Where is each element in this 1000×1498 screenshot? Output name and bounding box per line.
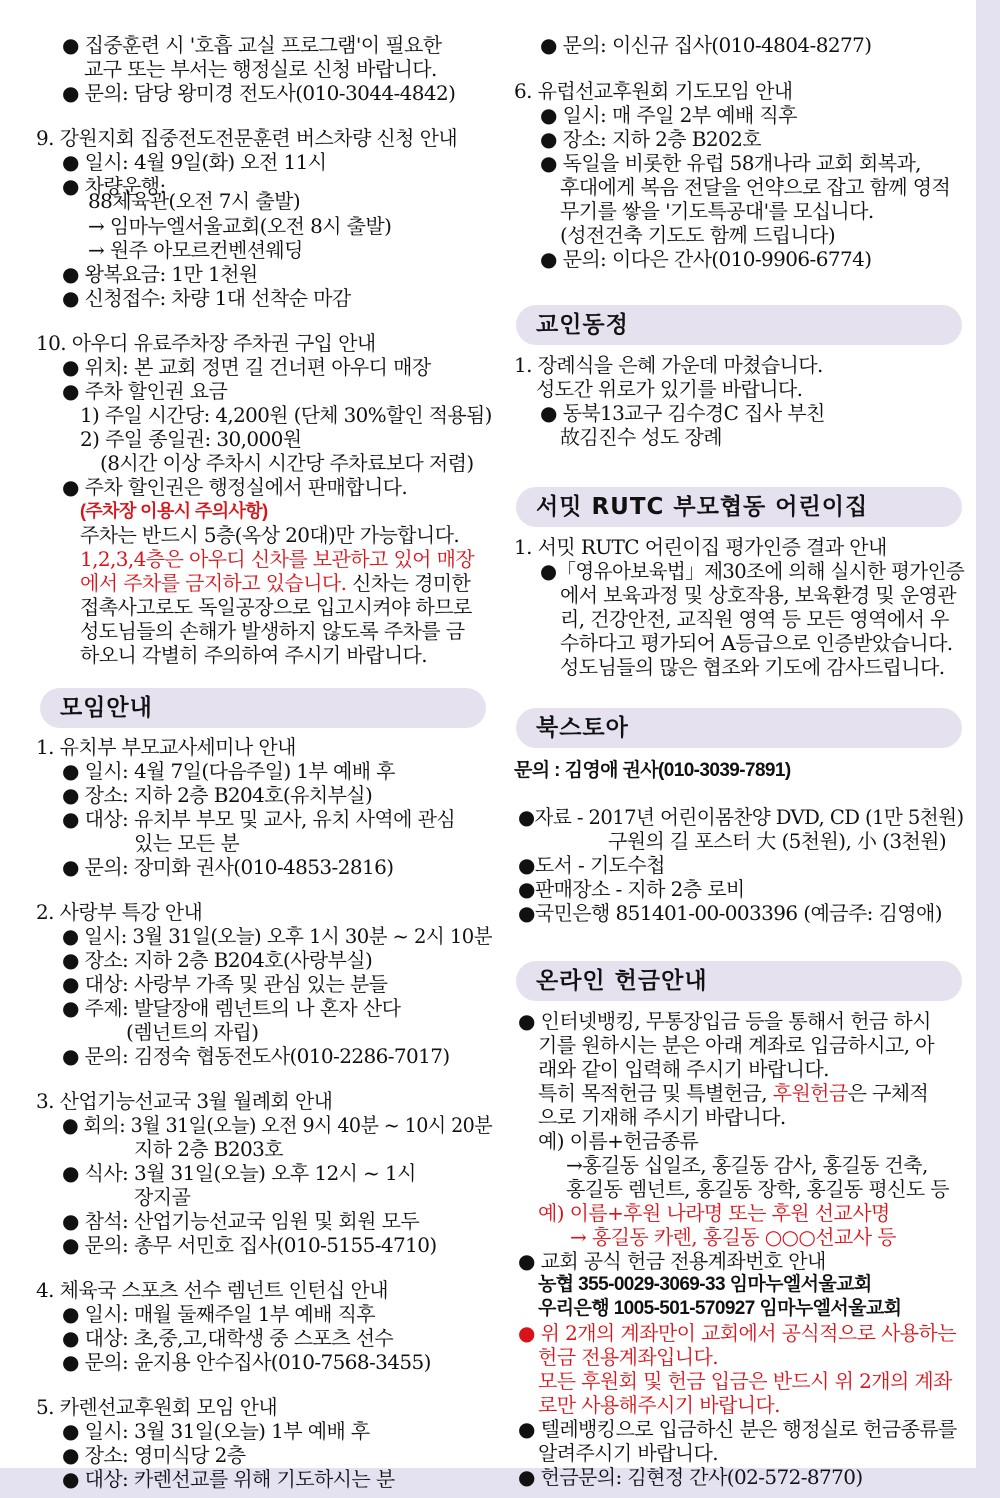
- text-line: ● 장소: 지하 2층 B204호(사랑부실): [62, 948, 373, 972]
- text-line: ● 문의: 이신규 집사(010-4804-8277): [540, 33, 872, 57]
- text-line: ● 주차 할인권 요금: [62, 379, 228, 403]
- text-line: 래와 같이 입력해 주시기 바랍니다.: [538, 1057, 829, 1081]
- text-line: ● 헌금문의: 김현정 간사(02-572-8770): [518, 1465, 863, 1489]
- section-header-online-offering: [516, 961, 962, 1001]
- text-line: ● 왕복요금: 1만 1천원: [62, 262, 258, 286]
- notice-title: 10. 아우디 유료주차장 주차권 구입 안내: [36, 331, 376, 355]
- text-span: 특히 목적헌금 및 특별헌금,: [538, 1081, 773, 1105]
- section-header-news: [516, 305, 962, 345]
- text-line: ● 문의: 총무 서민호 집사(010-5155-4710): [62, 1233, 437, 1257]
- notice-title: 1. 유치부 부모교사세미나 안내: [36, 735, 296, 759]
- text-line: 故김진수 성도 장례: [560, 425, 722, 449]
- text-line: ●「영유아보육법」제30조에 의해 실시한 평가인증: [540, 559, 965, 583]
- text-line: (8시간 이상 주차시 시간당 주차료보다 저렴): [100, 451, 474, 475]
- text-span: 은 구체적: [847, 1081, 929, 1105]
- text-line: 1. 서밋 RUTC 어린이집 평가인증 결과 안내: [514, 535, 887, 559]
- text-line: ●국민은행 851401-00-003396 (예금주: 김영애): [518, 901, 942, 925]
- notice-title: 3. 산업기능선교국 3월 월례회 안내: [36, 1089, 333, 1113]
- text-line: ●판매장소 - 지하 2층 로비: [518, 877, 745, 901]
- section-header-label: 모임안내: [60, 695, 153, 721]
- text-line: ● 문의: 장미화 권사(010-4853-2816): [62, 855, 394, 879]
- text-line: ● 일시: 매월 둘째주일 1부 예배 직후: [62, 1302, 376, 1326]
- text-line: ● 일시: 3월 31일(오늘) 오후 1시 30분 ~ 2시 10분: [62, 924, 492, 948]
- red-text-line: → 홍길동 카렌, 홍길동 ○○○선교사 등: [570, 1225, 896, 1249]
- text-line: 예) 이름+헌금종류: [538, 1129, 699, 1153]
- red-text-line: 로만 사용해주시기 바랍니다.: [538, 1393, 780, 1417]
- text-line: ● 장소: 지하 2층 B204호(유치부실): [62, 783, 373, 807]
- text-line: ● 교회 공식 헌금 전용계좌번호 안내: [518, 1249, 826, 1273]
- red-text-line: ● 위 2개의 계좌만이 교회에서 공식적으로 사용하는: [518, 1321, 956, 1345]
- text-line: ● 대상: 유치부 부모 및 교사, 유치 사역에 관심: [62, 807, 456, 831]
- text-line: 에서 보육과정 및 상호작용, 보육환경 및 운영관: [560, 583, 956, 607]
- text-line: ● 대상: 사랑부 가족 및 관심 있는 분들: [62, 972, 388, 996]
- text-line: ● 집중훈련 시 '호흡 교실 프로그램'이 필요한: [62, 33, 442, 57]
- text-line: 알려주시기 바랍니다.: [538, 1441, 718, 1465]
- text-line: 장지골: [134, 1185, 191, 1209]
- text-line: ● 문의: 담당 왕미경 전도사(010-3044-4842): [62, 81, 456, 105]
- bookstore-contact: 문의 : 김영애 권사(010-3039-7891): [514, 760, 791, 781]
- text-line: 하오니 각별히 주의하여 주시기 바랍니다.: [80, 643, 428, 667]
- text-line: 1) 주일 시간당: 4,200원 (단체 30%할인 적용됨): [80, 403, 492, 427]
- text-line: ● 신청접수: 차량 1대 선착순 마감: [62, 286, 351, 310]
- text-line: 교구 또는 부서는 행정실로 신청 바랍니다.: [84, 57, 437, 81]
- red-text-line: 예) 이름+후원 나라명 또는 후원 선교사명: [538, 1201, 890, 1225]
- text-line: (렘넌트의 자립): [126, 1020, 259, 1044]
- text-line: 1. 장례식을 은혜 가운데 마쳤습니다.: [514, 353, 823, 377]
- text-line: 접촉사고로도 독일공장으로 입고시켜야 하므로: [80, 595, 472, 619]
- text-line: → 임마누엘서울교회(오전 8시 출발): [88, 214, 392, 238]
- notice-title: 2. 사랑부 특강 안내: [36, 900, 203, 924]
- text-line: ● 차량운행:: [62, 174, 166, 198]
- section-header-rutc: [516, 487, 962, 527]
- section-header-label: 북스토아: [536, 715, 629, 741]
- text-line: ● 대상: 초,중,고,대학생 중 스포츠 선수: [62, 1326, 394, 1350]
- text-line: 으로 기재해 주시기 바랍니다.: [538, 1105, 786, 1129]
- text-line: ● 문의: 김정숙 협동전도사(010-2286-7017): [62, 1044, 450, 1068]
- text-line: 2) 주일 종일권: 30,000원: [80, 427, 302, 451]
- text-line: ● 참석: 산업기능선교국 임원 및 회원 모두: [62, 1209, 420, 1233]
- text-line: ● 주제: 발달장애 렘넌트의 나 혼자 산다: [62, 996, 401, 1020]
- section-header-label: 서밋 RUTC 부모협동 어린이집: [536, 494, 869, 520]
- text-line: [538, 1081, 928, 1105]
- text-line: 성도님들의 많은 협조와 기도에 감사드립니다.: [560, 655, 945, 679]
- text-line: ●자료 - 2017년 어린이몸찬양 DVD, CD (1만 5천원): [518, 805, 964, 829]
- text-line: ●도서 - 기도수첩: [518, 853, 665, 877]
- text-line: ● 위치: 본 교회 정면 길 건너편 아우디 매장: [62, 355, 431, 379]
- text-line: ● 주차 할인권은 행정실에서 판매합니다.: [62, 475, 408, 499]
- text-line: ● 장소: 지하 2층 B202호: [540, 127, 761, 151]
- notice-title: 4. 체육국 스포츠 선수 렘넌트 인턴십 안내: [36, 1278, 388, 1302]
- text-line: ● 문의: 이다은 간사(010-9906-6774): [540, 247, 872, 271]
- text-line: ● 일시: 4월 9일(화) 오전 11시: [62, 150, 327, 174]
- text-line: 성도간 위로가 있기를 바랍니다.: [536, 377, 803, 401]
- text-line: ● 인터넷뱅킹, 무통장입금 등을 통해서 헌금 하시: [518, 1009, 931, 1033]
- text-line: ● 일시: 3월 31일(오늘) 1부 예배 후: [62, 1419, 370, 1443]
- text-line: ● 회의: 3월 31일(오늘) 오전 9시 40분 ~ 10시 20분: [62, 1113, 493, 1137]
- text-line: 구원의 길 포스터 大 (5천원), 小 (3천원): [608, 829, 947, 853]
- section-header-label: 온라인 헌금안내: [536, 968, 708, 994]
- text-line: ● 장소: 영미식당 2층: [62, 1443, 246, 1467]
- red-text-span: 후원헌금: [772, 1081, 848, 1105]
- text-span: 신차는 경미한: [346, 571, 471, 595]
- red-text-line: 모든 후원회 및 헌금 입금은 반드시 위 2개의 계좌: [538, 1369, 952, 1393]
- section-header-bookstore: [516, 708, 962, 748]
- section-header-label: 교인동정: [536, 312, 629, 338]
- bank-account-nonghyup: 농협 355-0029-3069-33 임마누엘서울교회: [538, 1274, 872, 1295]
- caution-red-line: 에서 주차를 금지하고 있습니다.: [80, 571, 347, 595]
- section-header-meeting: [40, 688, 486, 728]
- text-line: 있는 모든 분: [134, 831, 240, 855]
- text-line: 홍길동 렘넌트, 홍길동 장학, 홍길동 평신도 등: [566, 1177, 950, 1201]
- text-line: 리, 건강안전, 교직원 영역 등 모든 영역에서 우: [560, 607, 949, 631]
- text-line: →홍길동 십일조, 홍길동 감사, 홍길동 건축,: [566, 1153, 928, 1177]
- notice-title: 6. 유럽선교후원회 기도모임 안내: [514, 79, 793, 103]
- text-line: 88체육관(오전 7시 출발): [88, 189, 301, 213]
- text-line: ● 대상: 카렌선교를 위해 기도하시는 분: [62, 1467, 395, 1491]
- text-line: [80, 571, 470, 595]
- caution-red-line: 1,2,3,4층은 아우디 신차를 보관하고 있어 매장: [80, 547, 475, 571]
- text-line: 후대에게 복음 전달을 언약으로 잡고 함께 영적: [560, 175, 951, 199]
- notice-title: 9. 강원지회 집중전도전문훈련 버스차량 신청 안내: [36, 126, 458, 150]
- bank-account-woori: 우리은행 1005-501-570927 임마누엘서울교회: [538, 1298, 902, 1319]
- text-line: 수하다고 평가되어 A등급으로 인증받았습니다.: [560, 631, 953, 655]
- text-line: → 원주 아모르컨벤션웨딩: [88, 238, 303, 262]
- text-line: 기를 원하시는 분은 아래 계좌로 입금하시고, 아: [538, 1033, 934, 1057]
- text-line: ● 텔레뱅킹으로 입금하신 분은 행정실로 헌금종류를: [518, 1417, 957, 1441]
- notice-title: 5. 카렌선교후원회 모임 안내: [36, 1395, 278, 1419]
- text-line: ● 독일을 비롯한 유럽 58개나라 교회 회복과,: [540, 151, 921, 175]
- text-line: ● 식사: 3월 31일(오늘) 오후 12시 ~ 1시: [62, 1161, 416, 1185]
- text-line: 지하 2층 B203호: [134, 1137, 283, 1161]
- caution-title: (주차장 이용시 주의사항): [80, 501, 268, 521]
- text-line: ● 일시: 매 주일 2부 예배 직후: [540, 103, 797, 127]
- text-line: ● 문의: 윤지용 안수집사(010-7568-3455): [62, 1350, 431, 1374]
- text-line: ● 일시: 4월 7일(다음주일) 1부 예배 후: [62, 759, 395, 783]
- red-text-line: 헌금 전용계좌입니다.: [538, 1345, 718, 1369]
- text-line: 성도님들의 손해가 발생하지 않도록 주차를 금: [80, 619, 465, 643]
- text-line: 무기를 쌓을 '기도특공대'를 모십니다.: [560, 199, 874, 223]
- text-line: (성전건축 기도도 함께 드립니다): [560, 223, 836, 247]
- text-line: 주차는 반드시 5층(옥상 20대)만 가능합니다.: [80, 523, 460, 547]
- text-line: ● 동북13교구 김수경C 집사 부친: [540, 401, 825, 425]
